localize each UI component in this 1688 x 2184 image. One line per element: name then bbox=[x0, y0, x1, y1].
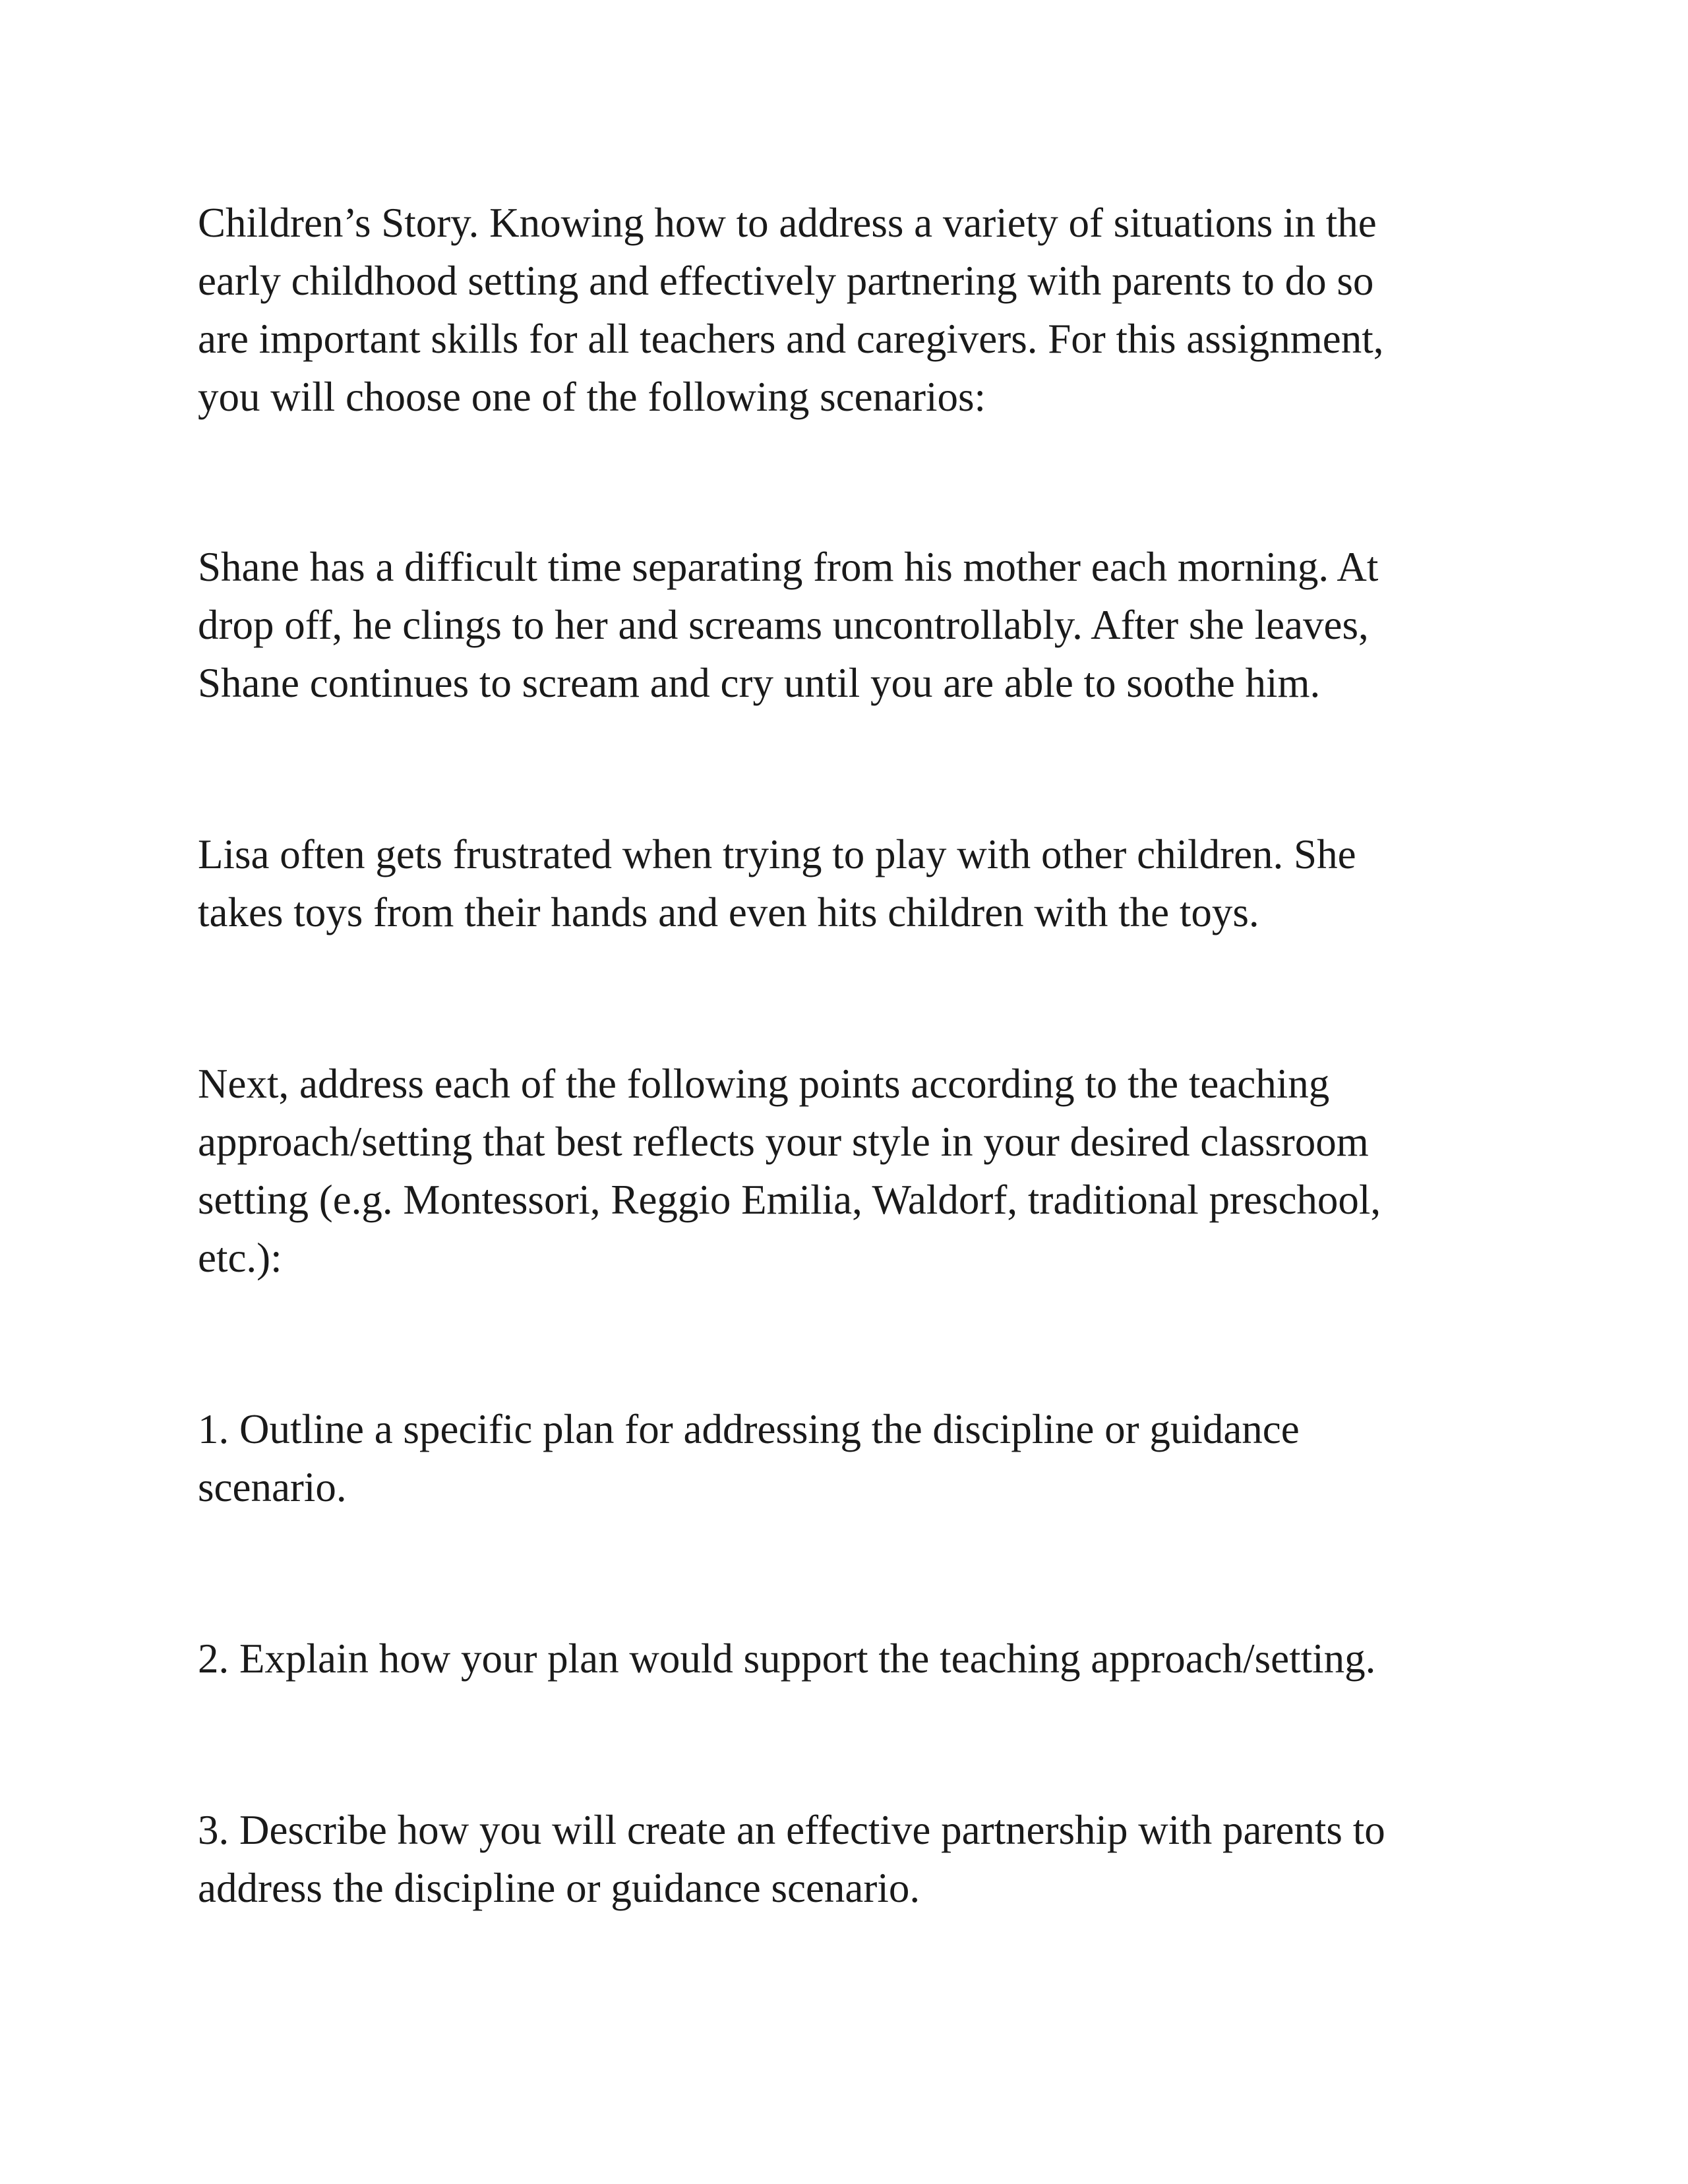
next-instructions-line: approach/setting that best reflects your style in your desired classroom bbox=[198, 1119, 1369, 1165]
point-2-line: 2. Explain how your plan would support the teaching approach/setting. bbox=[198, 1636, 1376, 1682]
intro-paragraph bbox=[198, 194, 1383, 426]
point-3-paragraph bbox=[198, 1801, 1385, 1917]
point-1-paragraph bbox=[198, 1400, 1300, 1516]
next-instructions-line: setting (e.g. Montessori, Reggio Emilia, Waldorf, traditional preschool, bbox=[198, 1177, 1381, 1223]
next-instructions-line: Next, address each of the following points according to the teaching bbox=[198, 1061, 1330, 1107]
scenario-lisa-paragraph bbox=[198, 825, 1356, 941]
next-instructions-line: etc.): bbox=[198, 1235, 282, 1281]
point-3-line: address the discipline or guidance scenario. bbox=[198, 1865, 920, 1911]
scenario-shane-paragraph bbox=[198, 538, 1378, 712]
point-1-line: 1. Outline a specific plan for addressing the discipline or guidance bbox=[198, 1406, 1300, 1452]
point-1-line: scenario. bbox=[198, 1464, 347, 1510]
intro-line: Children’s Story. Knowing how to address a variety of situations in the bbox=[198, 200, 1377, 246]
intro-line: are important skills for all teachers and caregivers. For this assignment, bbox=[198, 316, 1384, 362]
next-instructions-paragraph bbox=[198, 1055, 1381, 1287]
scenario-shane-line: Shane has a difficult time separating from his mother each morning. At bbox=[198, 544, 1379, 590]
intro-line: you will choose one of the following scenarios: bbox=[198, 374, 986, 420]
intro-line: early childhood setting and effectively partnering with parents to do so bbox=[198, 258, 1374, 304]
scenario-lisa-line: takes toys from their hands and even hits children with the toys. bbox=[198, 889, 1259, 935]
point-2-paragraph bbox=[198, 1630, 1375, 1688]
point-3-line: 3. Describe how you will create an effective partnership with parents to bbox=[198, 1807, 1385, 1853]
scenario-lisa-line: Lisa often gets frustrated when trying to play with other children. She bbox=[198, 831, 1356, 877]
scenario-shane-line: Shane continues to scream and cry until you are able to soothe him. bbox=[198, 660, 1321, 706]
scenario-shane-line: drop off, he clings to her and screams uncontrollably. After she leaves, bbox=[198, 602, 1369, 648]
